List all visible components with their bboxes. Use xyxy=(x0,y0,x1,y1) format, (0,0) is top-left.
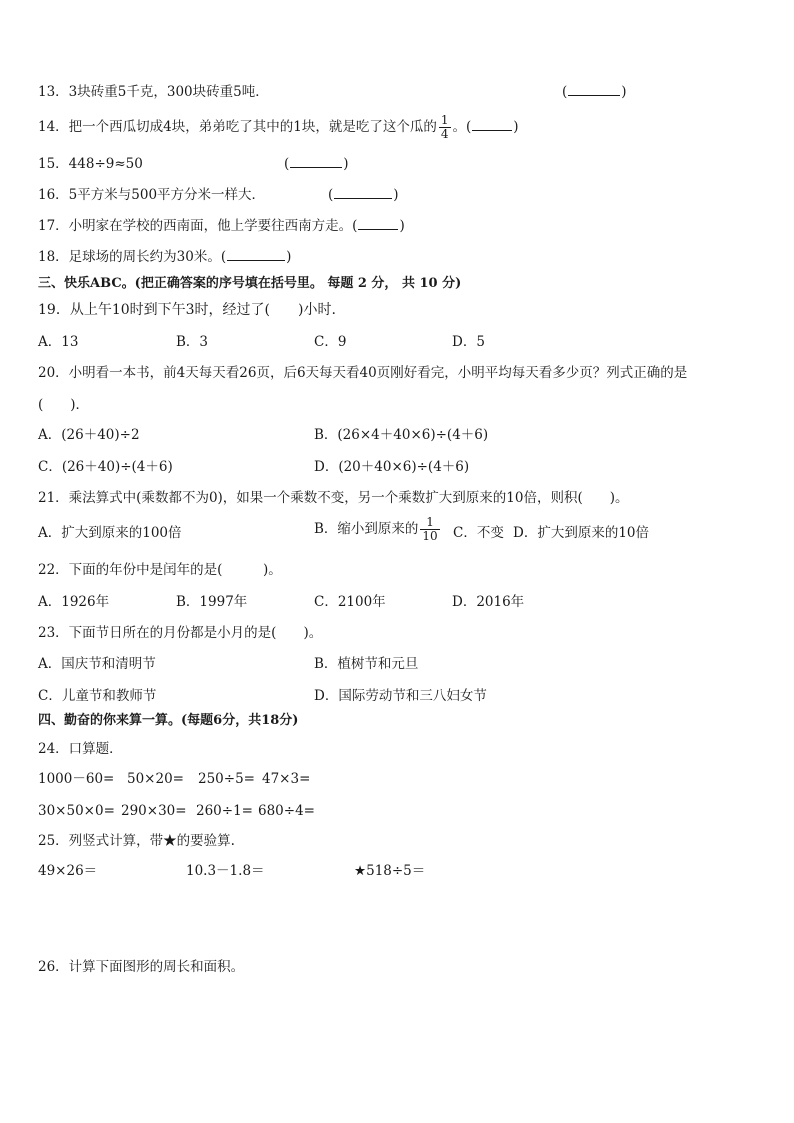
option-21-b[interactable]: B．缩小到原来的 $\frac{1}{10}$ xyxy=(314,515,438,543)
section-4-title: 四、勤奋的你来算一算。(每题6分，共18分) xyxy=(38,713,299,728)
vertical-calc-item: 49×26＝ xyxy=(38,863,98,879)
answer-blank-18[interactable] xyxy=(227,248,285,261)
answer-blank-17[interactable] xyxy=(358,217,398,230)
question-text: 15．448÷9≈50 xyxy=(38,156,143,172)
option-20-a[interactable]: A．(26＋40)÷2 xyxy=(38,427,140,443)
question-text: 16．5平方米与500平方分米一样大． xyxy=(38,187,266,203)
oral-calc-item: 50×20= xyxy=(127,771,184,787)
oral-calc-item: 47×3= xyxy=(262,771,311,787)
option-19-d[interactable]: D．5 xyxy=(452,334,485,350)
answer-blank-15[interactable]: ( ) xyxy=(284,156,349,172)
oral-calc-item: 250÷5= xyxy=(198,771,255,787)
oral-calc-item: 1000－60= xyxy=(38,771,115,787)
question-text: 13．3块砖重5千克，300块砖重5吨． xyxy=(38,84,269,100)
oral-calc-item: 290×30= xyxy=(121,803,187,819)
question-18: 18．足球场的周长约为30米。( ) xyxy=(38,249,292,265)
fraction: $\frac{1}{4}$ xyxy=(440,113,449,141)
oral-calc-item: 680÷4= xyxy=(258,803,315,819)
question-19: 19．从上午10时到下午3时，经过了( )小时. xyxy=(38,302,336,318)
option-19-a[interactable]: A．13 xyxy=(38,334,79,350)
option-21-c[interactable]: C．不变 xyxy=(453,525,504,541)
option-22-c[interactable]: C．2100年 xyxy=(314,594,386,610)
option-22-b[interactable]: B．1997年 xyxy=(176,594,248,610)
answer-blank-16[interactable]: ( ) xyxy=(328,187,399,203)
question-26: 26．计算下面图形的周长和面积。 xyxy=(38,959,245,975)
question-22: 22．下面的年份中是闰年的是( )。 xyxy=(38,562,282,578)
question-20: 20．小明看一本书，前4天每天看26页，后6天每天看40页刚好看完，小明平均每天看多少页？列式正确的是 xyxy=(38,365,688,381)
oral-calc-item: 30×50×0= xyxy=(38,803,115,819)
option-20-b[interactable]: B．(26×4＋40×6)÷(4＋6) xyxy=(314,427,489,443)
fraction: $\frac{1}{10}$ xyxy=(422,515,438,543)
option-22-a[interactable]: A．1926年 xyxy=(38,594,110,610)
question-text: 14．把一个西瓜切成4块，弟弟吃了其中的1块，就是吃了这个瓜的 xyxy=(38,119,437,135)
answer-blank-13[interactable]: ( ) xyxy=(562,84,627,100)
question-25: 25．列竖式计算，带★的要验算. xyxy=(38,833,235,849)
option-20-d[interactable]: D．(20＋40×6)÷(4＋6) xyxy=(314,459,470,475)
option-23-d[interactable]: D．国际劳动节和三八妇女节 xyxy=(314,688,487,704)
vertical-calc-item: 10.3－1.8＝ xyxy=(186,863,265,879)
question-text: 17．小明家在学校的西南面，他上学要往西南方走。( xyxy=(38,218,358,234)
question-23: 23．下面节日所在的月份都是小月的是( )。 xyxy=(38,625,323,641)
question-24: 24．口算题． xyxy=(38,741,123,757)
section-3-title: 三、快乐ABC。(把正确答案的序号填在括号里。 每题 2 分， 共 10 分) xyxy=(38,276,462,291)
option-21-a[interactable]: A．扩大到原来的100倍 xyxy=(38,525,182,541)
option-19-b[interactable]: B．3 xyxy=(176,334,209,350)
option-23-a[interactable]: A．国庆节和清明节 xyxy=(38,656,156,672)
question-21: 21．乘法算式中(乘数都不为0)，如果一个乘数不变，另一个乘数扩大到原来的10倍，则积( )。 xyxy=(38,490,629,506)
question-15 xyxy=(38,155,143,173)
question-13 xyxy=(38,83,269,101)
option-23-b[interactable]: B．植树节和元旦 xyxy=(314,656,419,672)
option-21-d[interactable]: D．扩大到原来的10倍 xyxy=(513,525,650,541)
option-20-c[interactable]: C．(26＋40)÷(4＋6) xyxy=(38,459,173,475)
question-text: 18．足球场的周长约为30米。( xyxy=(38,249,227,265)
question-17: 17．小明家在学校的西南面，他上学要往西南方走。( ) xyxy=(38,218,405,234)
question-14: 14．把一个西瓜切成4块，弟弟吃了其中的1块，就是吃了这个瓜的 $\frac{1}{4}$ 。( ) xyxy=(38,113,519,141)
option-22-d[interactable]: D．2016年 xyxy=(452,594,525,610)
oral-calc-item: 260÷1= xyxy=(196,803,253,819)
option-19-c[interactable]: C．9 xyxy=(314,334,347,350)
question-20-cont: ( )． xyxy=(38,397,90,413)
option-23-c[interactable]: C．儿童节和教师节 xyxy=(38,688,157,704)
vertical-calc-item: ★518÷5＝ xyxy=(354,863,426,879)
question-16 xyxy=(38,186,265,204)
answer-blank-14[interactable] xyxy=(472,118,512,131)
